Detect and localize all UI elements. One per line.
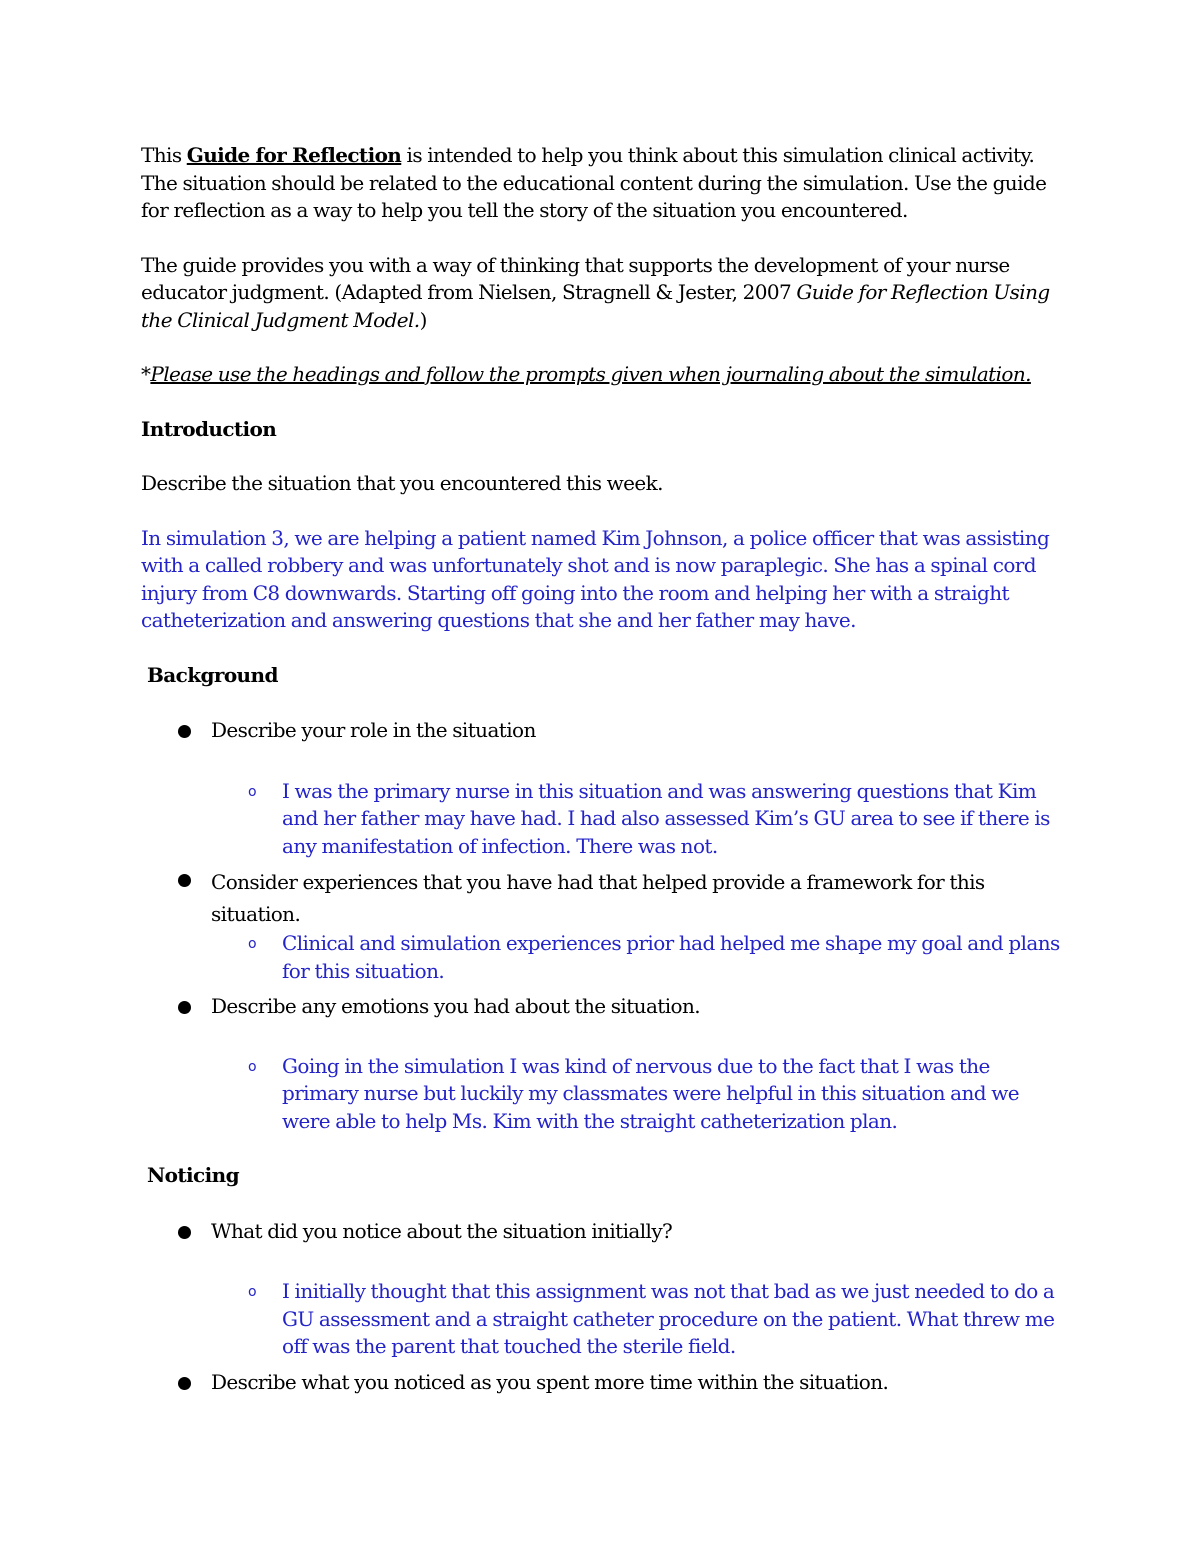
background-heading: Background — [147, 662, 278, 687]
background-bullet-role — [141, 717, 1061, 745]
instruction-asterisk: * — [141, 362, 151, 386]
bullet-prompt: Describe any emotions you had about the situation. — [211, 994, 700, 1018]
bullet-dot-icon — [178, 725, 191, 738]
sub-answer: I initially thought that this assignment was not that bad as we just needed to do a GU assessment and a straight catheter procedure on the patient. What threw me off was the parent that touched the sterile field. — [282, 1279, 1055, 1358]
noticing-bullet-more-time — [141, 1369, 1061, 1397]
bullet-dot-icon — [178, 874, 191, 887]
bullet-dot-icon — [178, 1377, 191, 1390]
intro-paragraph — [141, 142, 1061, 225]
noticing-bullet-initial — [141, 1218, 1061, 1246]
background-bullet-experiences — [141, 866, 1061, 930]
background-answer-emotions — [141, 1053, 1061, 1136]
sub-answer: I was the primary nurse in this situation and was answering questions that Kim and her father may have had. I had also assessed Kim’s GU area to see if there is any manifestation of infection. There was not. — [282, 778, 1050, 858]
intro-text-start: This — [141, 143, 187, 167]
background-answer-experiences — [141, 930, 1061, 985]
bullet-dot-icon — [178, 1226, 191, 1239]
document-page — [141, 142, 1061, 1396]
sub-answer: Clinical and simulation experiences prior had helped me shape my goal and plans for this situation. — [282, 931, 1060, 983]
circle-bullet-icon: o — [248, 1284, 256, 1300]
background-bullet-emotions — [141, 993, 1061, 1021]
introduction-heading: Introduction — [141, 416, 277, 441]
noticing-heading: Noticing — [147, 1163, 239, 1187]
adapted-text-start: The guide provides you with a way of thinking that supports the development of your nurse educator judgment. (Adapted from Nielsen, Stragnell & Jester, 2007 — [141, 252, 1010, 304]
bullet-prompt: Describe what you noticed as you spent more time within the situation. — [211, 1369, 889, 1394]
circle-bullet-icon: o — [248, 783, 256, 800]
circle-bullet-icon: o — [248, 1058, 256, 1075]
sub-answer: Going in the simulation I was kind of nervous due to the fact that I was the primary nurse but luckily my classmates were helpful in this situation and we were able to help Ms. Kim with the straight catheterization plan. — [282, 1053, 1019, 1133]
guide-for-reflection-title: Guide for Reflection — [186, 143, 402, 167]
background-answer-role — [141, 778, 1061, 861]
bullet-dot-icon — [178, 1001, 191, 1014]
circle-bullet-icon: o — [248, 936, 256, 952]
journaling-instruction — [141, 361, 1061, 389]
noticing-answer-initial — [141, 1278, 1061, 1361]
bullet-prompt: Consider experiences that you have had that helped provide a framework for this situation. — [211, 870, 985, 926]
intro-text-end: is intended to help you think about this simulation clinical activity. The situation should be related to the educational content during the simulation. Use the guide for reflection as a way to help you tell the story of the situation you encountered. — [141, 143, 1047, 222]
introduction-answer: In simulation 3, we are helping a patient named Kim Johnson, a police officer that was assisting with a called robbery and was unfortunately shot and is now paraplegic. She has a spinal cord injury from C8 downwards. Starting off going into the room and helping her with a straight catheterization and answering questions that she and her father may have. — [141, 525, 1050, 632]
bullet-prompt: Describe your role in the situation — [211, 718, 536, 742]
adapted-from-paragraph — [141, 252, 1061, 335]
adapted-text-end: ) — [419, 307, 427, 332]
instruction-text: Please use the headings and follow the prompts given when journaling about the simulation. — [150, 362, 1031, 386]
introduction-prompt: Describe the situation that you encountered this week. — [141, 471, 663, 495]
cited-work-title: Guide for Reflection Using the Clinical Judgment Model. — [141, 280, 1050, 332]
bullet-prompt: What did you notice about the situation initially? — [211, 1218, 673, 1243]
